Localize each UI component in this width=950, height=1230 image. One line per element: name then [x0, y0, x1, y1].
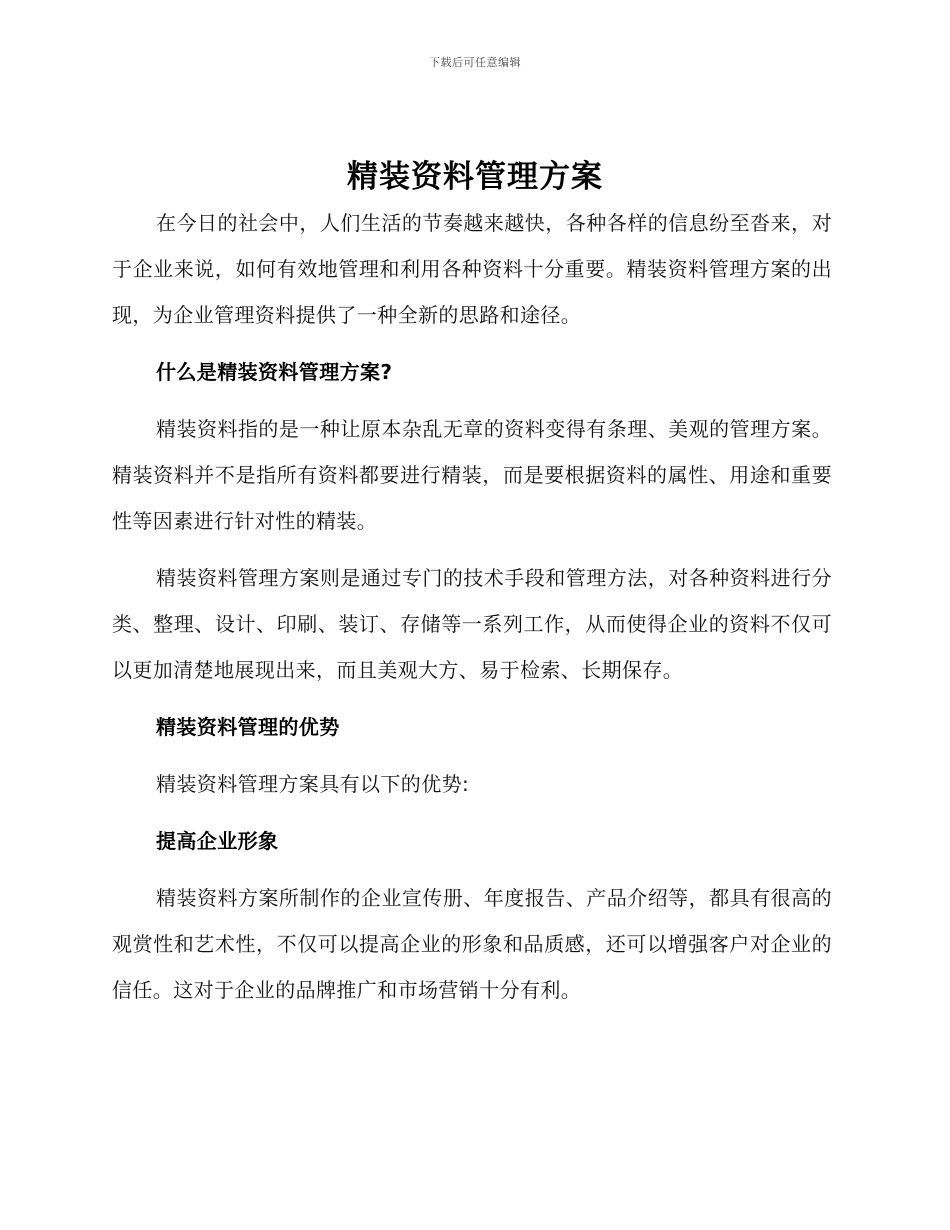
- header-note: 下载后可任意编辑: [429, 56, 521, 69]
- section-heading-what-is: 什么是精装资料管理方案?: [156, 360, 393, 384]
- section-heading-corporate-image: 提高企业形象: [156, 829, 279, 853]
- page-title: 精装资料管理方案: [347, 159, 603, 195]
- paragraph-definition: 精装资料指的是一种让原本杂乱无章的资料变得有条理、美观的管理方案。精装资料并不是指所有资料都要进行精装，而是要根据资料的属性、用途和重要性等因素进行针对性的精装。: [112, 417, 832, 533]
- document-body: [112, 200, 832, 1024]
- paragraph-corporate-image: 精装资料方案所制作的企业宣传册、年度报告、产品介绍等，都具有很高的观赏性和艺术性，不仅可以提高企业的形象和品质感，还可以增强客户对企业的信任。这对于企业的品牌推广和市场营销十分有利。: [112, 886, 832, 1002]
- paragraph-intro: 在今日的社会中，人们生活的节奏越来越快，各种各样的信息纷至沓来，对于企业来说，如何有效地管理和利用各种资料十分重要。精装资料管理方案的出现，为企业管理资料提供了一种全新的思路和途径。: [112, 211, 832, 327]
- paragraph-method: 精装资料管理方案则是通过专门的技术手段和管理方法，对各种资料进行分类、整理、设计、印刷、装订、存储等一系列工作，从而使得企业的资料不仅可以更加清楚地展现出来，而且美观大方、易于检索、长期保存。: [112, 566, 832, 682]
- paragraph-advantages-intro: 精装资料管理方案具有以下的优势:: [156, 772, 470, 796]
- section-heading-advantages: 精装资料管理的优势: [156, 715, 340, 739]
